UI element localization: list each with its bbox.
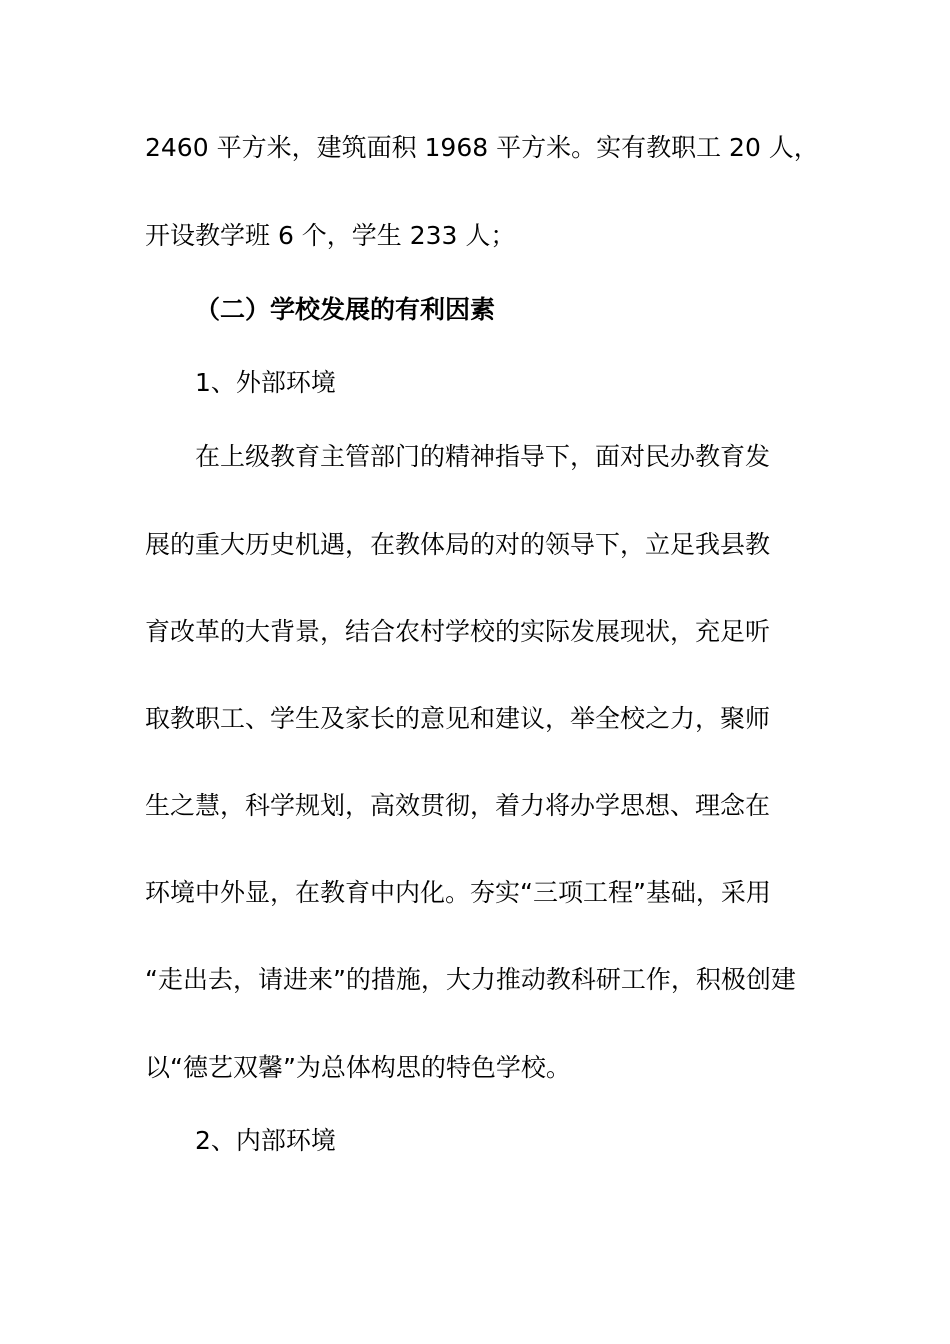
subheading-external-environment: 1、外部环境: [195, 368, 336, 397]
body-line: 开设教学班 6 个，学生 233 人；: [145, 221, 516, 250]
paragraph-line: 以“德艺双馨”为总体构思的特色学校。: [145, 1053, 571, 1082]
paragraph-line: 生之慧，科学规划，高效贯彻，着力将办学思想、理念在: [145, 791, 771, 820]
paragraph-line: 环境中外显，在教育中内化。夯实“三项工程”基础，采用: [145, 878, 771, 907]
body-line: 2460 平方米，建筑面积 1968 平方米。实有教职工 20 人，: [145, 133, 819, 162]
paragraph-line: 在上级教育主管部门的精神指导下，面对民办教育发: [195, 442, 771, 471]
subheading-internal-environment: 2、内部环境: [195, 1126, 336, 1155]
paragraph-line: “走出去，请进来”的措施，大力推动教科研工作，积极创建: [145, 965, 796, 994]
paragraph-line: 取教职工、学生及家长的意见和建议，举全校之力，聚师: [145, 704, 771, 733]
section-heading: （二）学校发展的有利因素: [195, 295, 496, 324]
paragraph-line: 育改革的大背景，结合农村学校的实际发展现状，充足听: [145, 617, 771, 646]
paragraph-line: 展的重大历史机遇，在教体局的对的领导下，立足我县教: [145, 530, 771, 559]
